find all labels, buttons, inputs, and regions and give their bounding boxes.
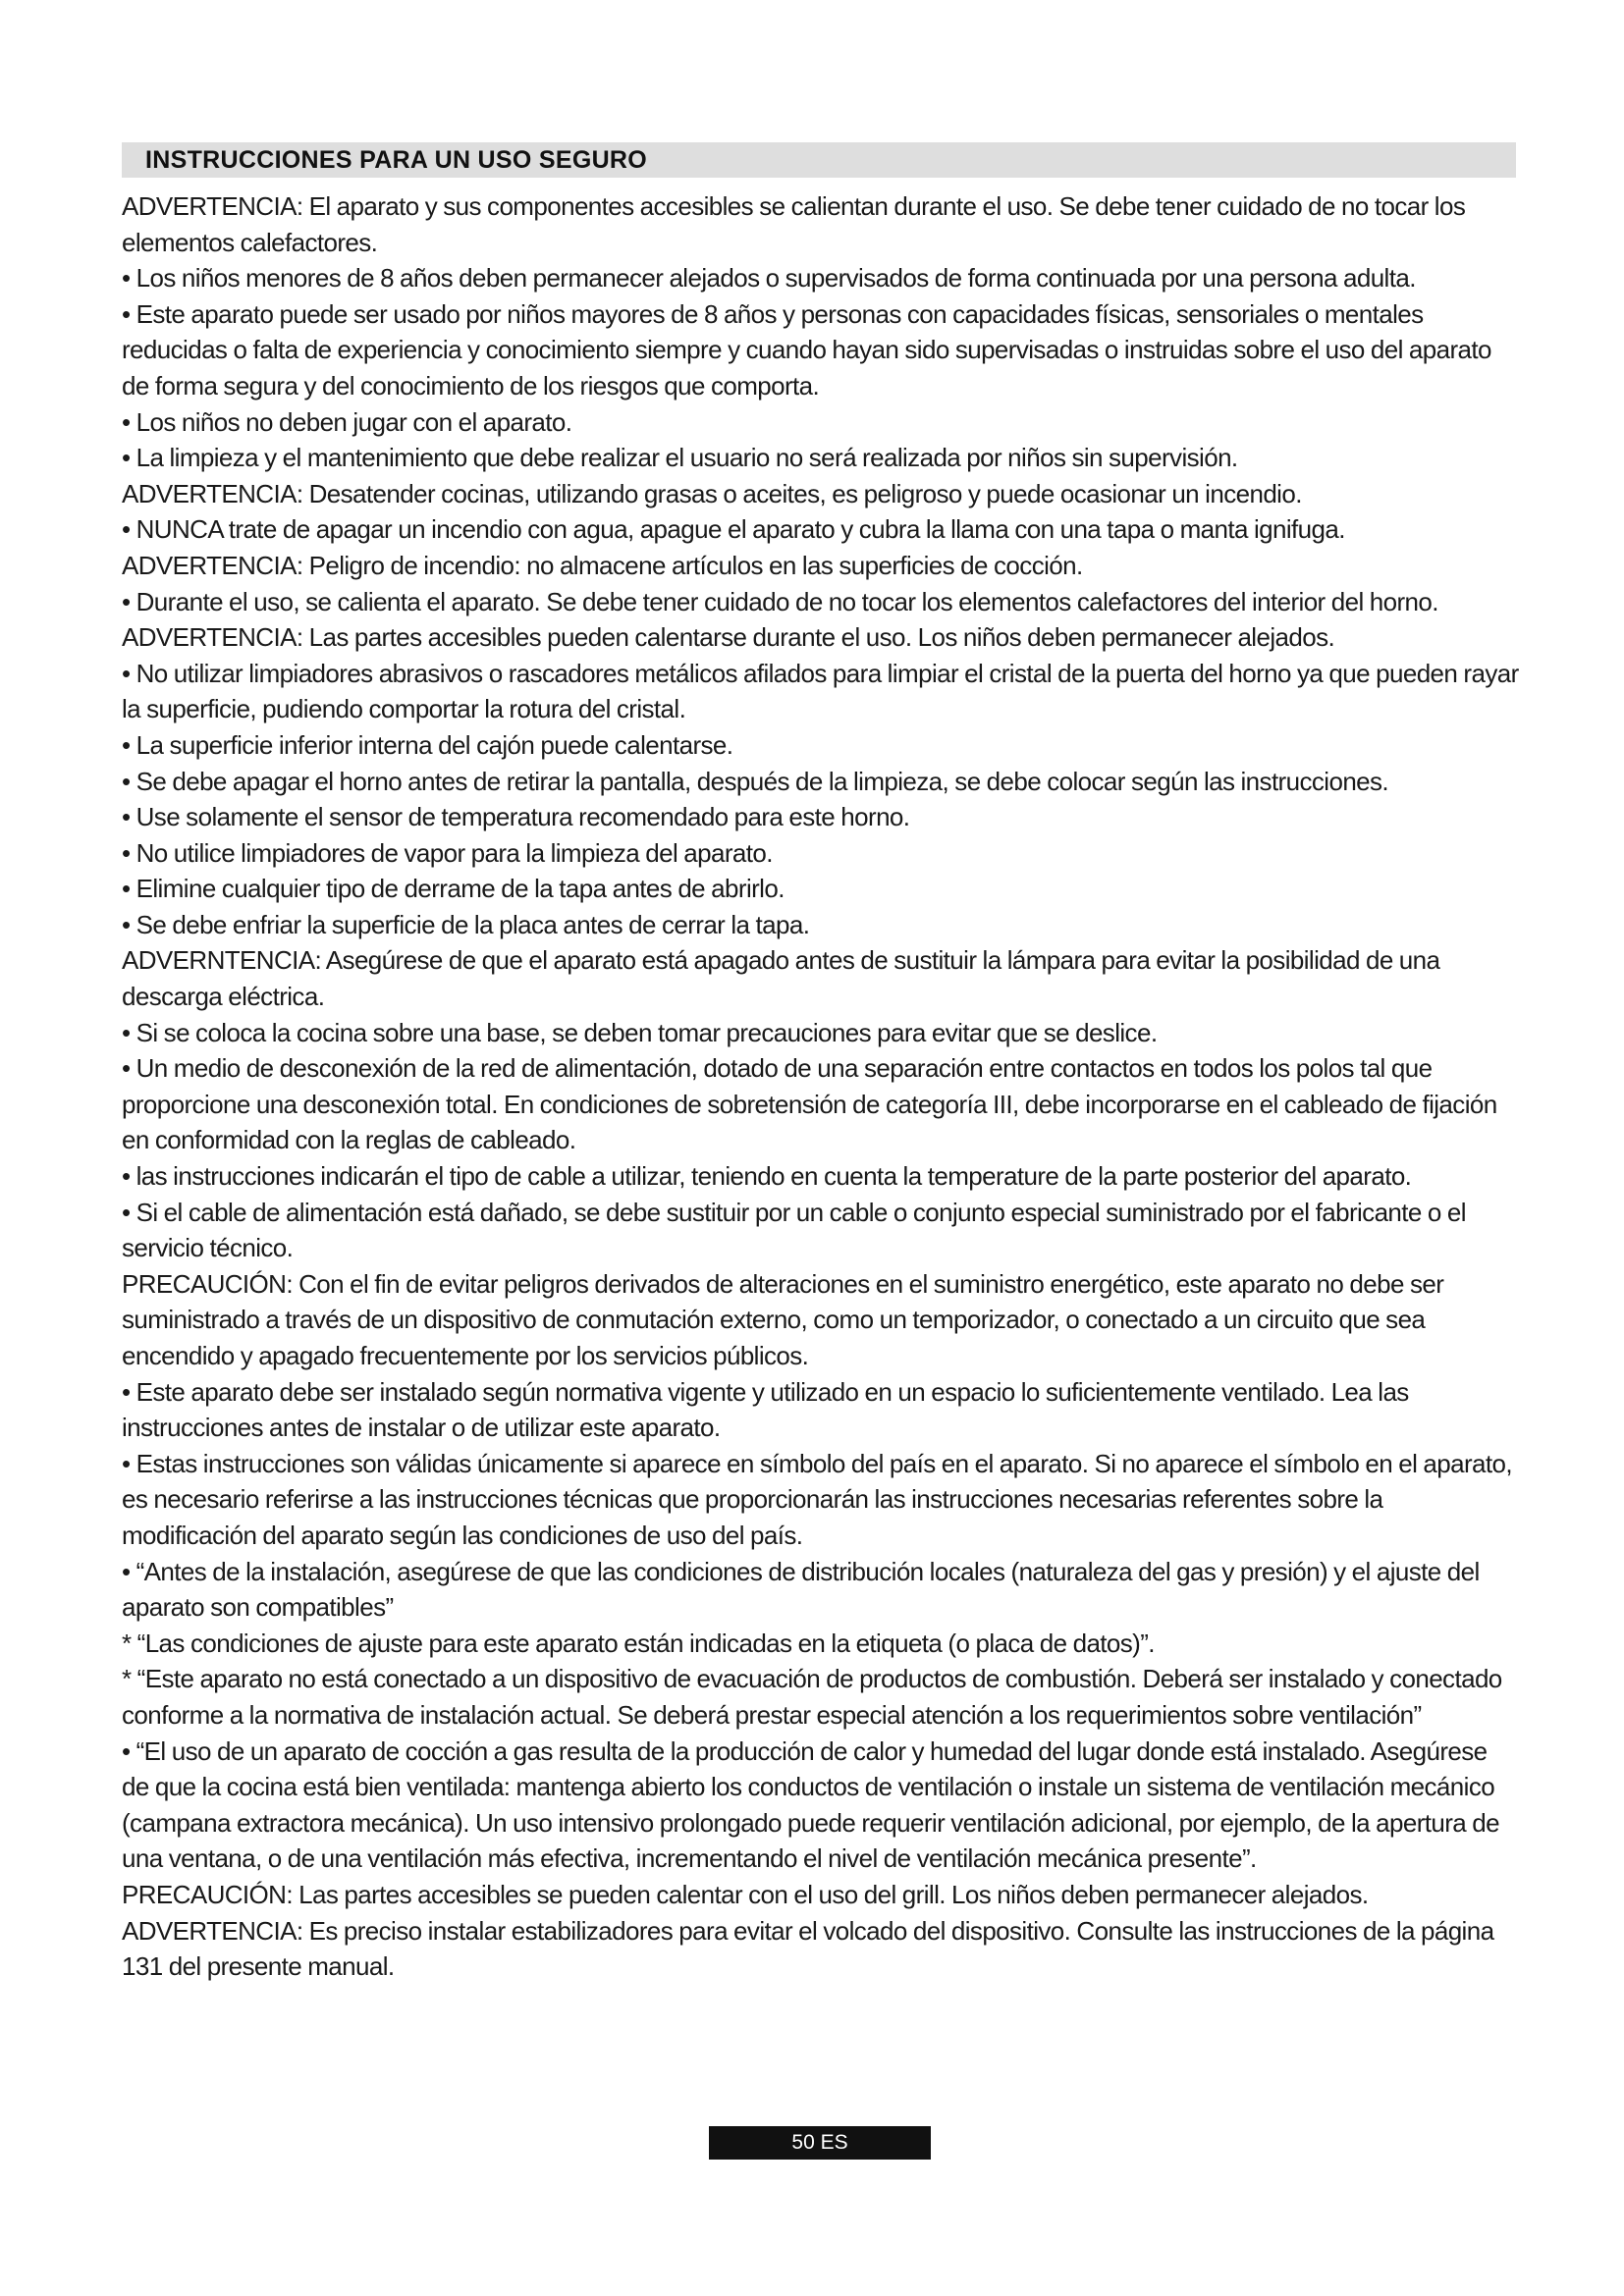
paragraph: • Los niños no deben jugar con el aparato. [122, 406, 572, 437]
paragraph: * “Este aparato no está conectado a un dispositivo de evacuación de productos de combustión. Deberá ser instalado y conectado conforme a la normativa de instalación actual. Se deberá prestar especial atención a los requerimientos sobre ventilación” [122, 1664, 1502, 1730]
paragraph: • Estas instrucciones son válidas únicamente si aparece en símbolo del país en el aparato. Si no aparece el símbolo en el aparato, es necesario referirse a las instrucciones técnicas que proporcionarán las instrucciones necesarias referentes sobre la modificación del aparato según las condiciones de uso del país. [122, 1448, 1512, 1550]
paragraph: • Un medio de desconexión de la red de alimentación, dotado de una separación entre contactos en todos los polos tal que proporcione una desconexión total. En condiciones de sobretensión de categoría III, debe incorporarse en el cableado de fijación en conformidad con la reglas de cableado. [122, 1053, 1497, 1155]
paragraph: PRECAUCIÓN: Las partes accesibles se pueden calentar con el uso del grill. Los niños deben permanecer alejados. [122, 1879, 1369, 1909]
paragraph: • Elimine cualquier tipo de derrame de la tapa antes de abrirlo. [122, 874, 785, 904]
page-number: 50 ES [791, 2131, 848, 2154]
paragraph: • las instrucciones indicarán el tipo de cable a utilizar, teniendo en cuenta la temperature de la parte posterior del aparato. [122, 1161, 1412, 1192]
section-title: INSTRUCCIONES PARA UN USO SEGURO [145, 145, 648, 174]
paragraph: • “El uso de un aparato de cocción a gas resulta de la producción de calor y humedad del lugar donde está instalado. Asegúrese de que la cocina está bien ventilada: mantenga abierto los conductos de ventilación o instale un sistema de ventilación mecánico (campana extractora mecánica). Un uso intensivo prolongado puede requerir ventilación adicional, por ejemplo, de la apertura de una ventana, o de una ventilación más efectiva, incrementando el nivel de ventilación mecánica presente”. [122, 1735, 1500, 1874]
paragraph: • La limpieza y el mantenimiento que debe realizar el usuario no será realizada por niños sin supervisión. [122, 443, 1238, 473]
paragraph: • La superficie inferior interna del cajón puede calentarse. [122, 729, 733, 760]
paragraph: • No utilice limpiadores de vapor para la limpieza del aparato. [122, 837, 773, 868]
paragraph: • NUNCA trate de apagar un incendio con agua, apague el aparato y cubra la llama con una tapa o manta ignifuga. [122, 514, 1345, 545]
paragraph: • Si se coloca la cocina sobre una base, se deben tomar precauciones para evitar que se deslice. [122, 1017, 1158, 1047]
paragraph: ADVERNTENCIA: Asegúrese de que el aparato está apagado antes de sustituir la lámpara para evitar la posibilidad de una descarga eléctrica. [122, 945, 1440, 1012]
paragraph: • Los niños menores de 8 años deben permanecer alejados o supervisados de forma continuada por una persona adulta. [122, 263, 1416, 294]
paragraph: * “Las condiciones de ajuste para este aparato están indicadas en la etiqueta (o placa de datos)”. [122, 1628, 1155, 1658]
section-header [122, 142, 1516, 178]
paragraph: • Se debe apagar el horno antes de retirar la pantalla, después de la limpieza, se debe colocar según las instrucciones. [122, 766, 1389, 796]
paragraph: • Se debe enfriar la superficie de la placa antes de cerrar la tapa. [122, 909, 810, 939]
paragraph: • Este aparato debe ser instalado según normativa vigente y utilizado en un espacio lo suficientemente ventilado. Lea las instrucciones antes de instalar o de utilizar este aparato. [122, 1376, 1409, 1443]
paragraph: ADVERTENCIA: Es preciso instalar estabilizadores para evitar el volcado del dispositivo. Consulte las instrucciones de la página 131 del presente manual. [122, 1915, 1494, 1982]
paragraph: ADVERTENCIA: Las partes accesibles pueden calentarse durante el uso. Los niños deben permanecer alejados. [122, 622, 1335, 653]
paragraph: PRECAUCIÓN: Con el fin de evitar peligros derivados de alteraciones en el suministro energético, este aparato no debe ser suministrado a través de un dispositivo de conmutación externo, como un temporizador, o conectado a un circuito que sea encendido y apagado frecuentemente por los servicios públicos. [122, 1268, 1444, 1370]
paragraph: • “Antes de la instalación, asegúrese de que las condiciones de distribución locales (naturaleza del gas y presión) y el ajuste del aparato son compatibles” [122, 1556, 1480, 1623]
paragraph: • Use solamente el sensor de temperatura recomendado para este horno. [122, 802, 910, 832]
paragraph: • Durante el uso, se calienta el aparato. Se debe tener cuidado de no tocar los elementos calefactores del interior del horno. [122, 586, 1438, 616]
safety-instructions-body [122, 188, 1520, 1985]
paragraph: • No utilizar limpiadores abrasivos o rascadores metálicos afilados para limpiar el cristal de la puerta del horno ya que pueden rayar la superficie, pudiendo comportar la rotura del cristal. [122, 658, 1519, 724]
paragraph: • Si el cable de alimentación está dañado, se debe sustituir por un cable o conjunto especial suministrado por el fabricante o el servicio técnico. [122, 1197, 1466, 1263]
paragraph: ADVERTENCIA: Desatender cocinas, utilizando grasas o aceites, es peligroso y puede ocasionar un incendio. [122, 478, 1302, 508]
paragraph: ADVERTENCIA: Peligro de incendio: no almacene artículos en las superficies de cocción. [122, 550, 1083, 580]
paragraph: • Este aparato puede ser usado por niños mayores de 8 años y personas con capacidades físicas, sensoriales o mentales reducidas o falta de experiencia y conocimiento siempre y cuando hayan sido supervisadas o instruidas sobre el uso del aparato de forma segura y del conocimiento de los riesgos que comporta. [122, 298, 1491, 400]
paragraph: ADVERTENCIA: El aparato y sus componentes accesibles se calientan durante el uso. Se debe tener cuidado de no tocar los elementos calefactores. [122, 191, 1466, 257]
page-number-badge [709, 2126, 931, 2160]
